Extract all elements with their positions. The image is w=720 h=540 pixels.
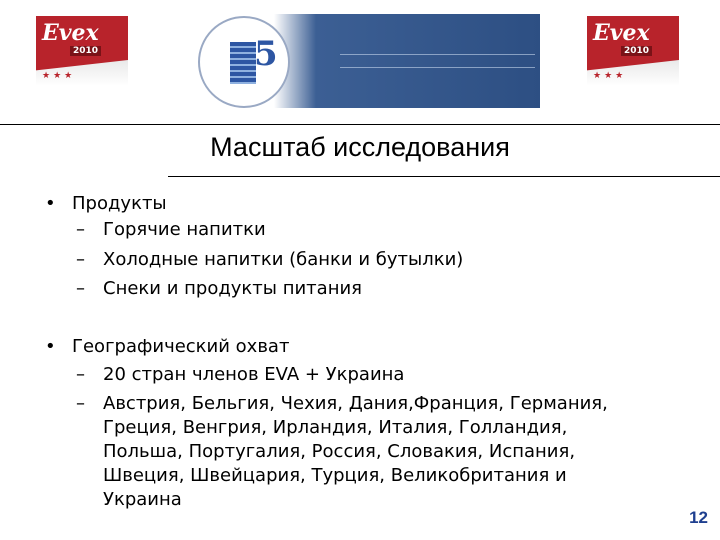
sub-item-text: Украина (103, 489, 182, 510)
sub-item (76, 218, 266, 242)
sub-item-continuation (103, 416, 567, 440)
bullet-geography (45, 335, 290, 359)
bullet-icon: • (45, 193, 56, 214)
building-icon (230, 42, 256, 84)
association-seal-icon (198, 16, 290, 108)
sub-item (76, 277, 362, 301)
stars-icon: ★★★ (593, 71, 627, 81)
evex-2010-logo-left (36, 16, 128, 86)
evex-wordmark: Evex (593, 20, 650, 46)
title-underline (168, 176, 720, 177)
bullet-icon: • (45, 336, 56, 357)
dash-icon: – (76, 278, 85, 299)
sub-item (76, 363, 405, 387)
association-5-years-logo (190, 14, 540, 108)
page-number: 12 (689, 508, 708, 527)
dash-icon: – (76, 249, 85, 270)
sub-item (76, 248, 464, 272)
sub-item-text: Швеция, Швейцария, Турция, Великобритания и (103, 465, 567, 486)
evex-2010-logo-right (587, 16, 679, 86)
slide-title: Масштаб исследования (210, 132, 510, 162)
evex-year: 2010 (621, 46, 652, 56)
sub-item-continuation (103, 440, 575, 464)
bullet-label: Продукты (72, 193, 167, 214)
stars-icon: ★★★ (42, 71, 76, 81)
bullet-products (45, 192, 167, 216)
dash-icon: – (76, 364, 85, 385)
bullet-label: Географический охват (72, 336, 290, 357)
evex-year: 2010 (70, 46, 101, 56)
anniversary-number: 5 (254, 34, 278, 74)
sub-item-text: Австрия, Бельгия, Чехия, Дания,Франция, Германия, (103, 393, 608, 414)
sub-item-continuation (103, 488, 182, 512)
sub-item (76, 392, 608, 416)
sub-item-text: Польша, Португалия, Россия, Словакия, Испания, (103, 441, 576, 462)
contact-info-graphic (340, 48, 535, 76)
header-divider (0, 124, 720, 125)
sub-item-text: Греция, Венгрия, Ирландия, Италия, Голландия, (103, 417, 568, 438)
sub-item-text: Холодные напитки (банки и бутылки) (103, 249, 464, 270)
dash-icon: – (76, 219, 85, 240)
sub-item-text: 20 стран членов EVA + Украина (103, 364, 405, 385)
sub-item-text: Снеки и продукты питания (103, 278, 362, 299)
dash-icon: – (76, 393, 85, 414)
sub-item-continuation (103, 464, 567, 488)
sub-item-text: Горячие напитки (103, 219, 266, 240)
evex-wordmark: Evex (42, 20, 99, 46)
